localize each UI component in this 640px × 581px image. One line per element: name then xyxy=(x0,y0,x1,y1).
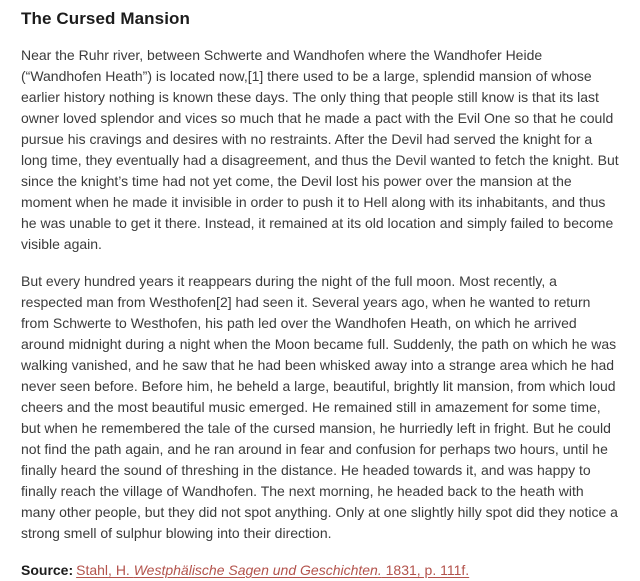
source-link[interactable] xyxy=(76,562,469,578)
source-link-work-title: Westphälische Sagen und Geschichten. xyxy=(133,562,382,578)
source-line xyxy=(21,560,621,581)
source-link-suffix: 1831, p. 111f. xyxy=(381,562,470,578)
paragraph-1: Near the Ruhr river, between Schwerte and Wandhofen where the Wandhofer Heide (“Wandhofen Heath”) is located now,[1] there used to be a large, splendid mansion of whose earlier history nothing is known these days. The only thing that people still know is that its last owner loved splendor and vices so much that he made a pact with the Evil One so that he could pursue his cravings and desires with no restraints. After the Devil had served the knight for a long time, they eventually had a disagreement, and thus the Devil wanted to fetch the knight. But since the knight’s time had not yet come, the Devil lost his power over the mansion at the moment when he made it invisible in order to push it to Hell along with its inhabitants, and thus he was unable to get it there. Instead, it remained at its old location and simply failed to become visible again. xyxy=(21,47,619,252)
page-title: The Cursed Mansion xyxy=(21,9,190,28)
paragraph-2: But every hundred years it reappears during the night of the full moon. Most recently, a respected man from Westhofen[2] had seen it. Several years ago, when he wanted to return from Schwerte to Westhofen, his path led over the Wandhofen Heath, on which he arrived around midnight during a night when the Moon became full. Suddenly, the path on which he was walking vanished, and he saw that he had been whisked away into a strange area which he had never seen before. Before him, he beheld a large, beautiful, brightly lit mansion, from which loud cheers and the most beautiful music emerged. He remained still in amazement for some time, but when he remembered the tale of the cursed mansion, he hurriedly left in fright. But he could not find the path again, and he ran around in fear and confusion for perhaps two hours, until he finally heard the sound of threshing in the distance. He headed towards it, and was happy to finally reach the village of Wandhofen. The next morning, he headed back to the heath with many other people, but they did not spot anything. Only at one slightly hilly spot did they notice a strong smell of sulphur blowing into their direction. xyxy=(21,273,618,541)
source-label: Source: xyxy=(21,562,74,578)
source-link-prefix: Stahl, H. xyxy=(76,562,134,578)
